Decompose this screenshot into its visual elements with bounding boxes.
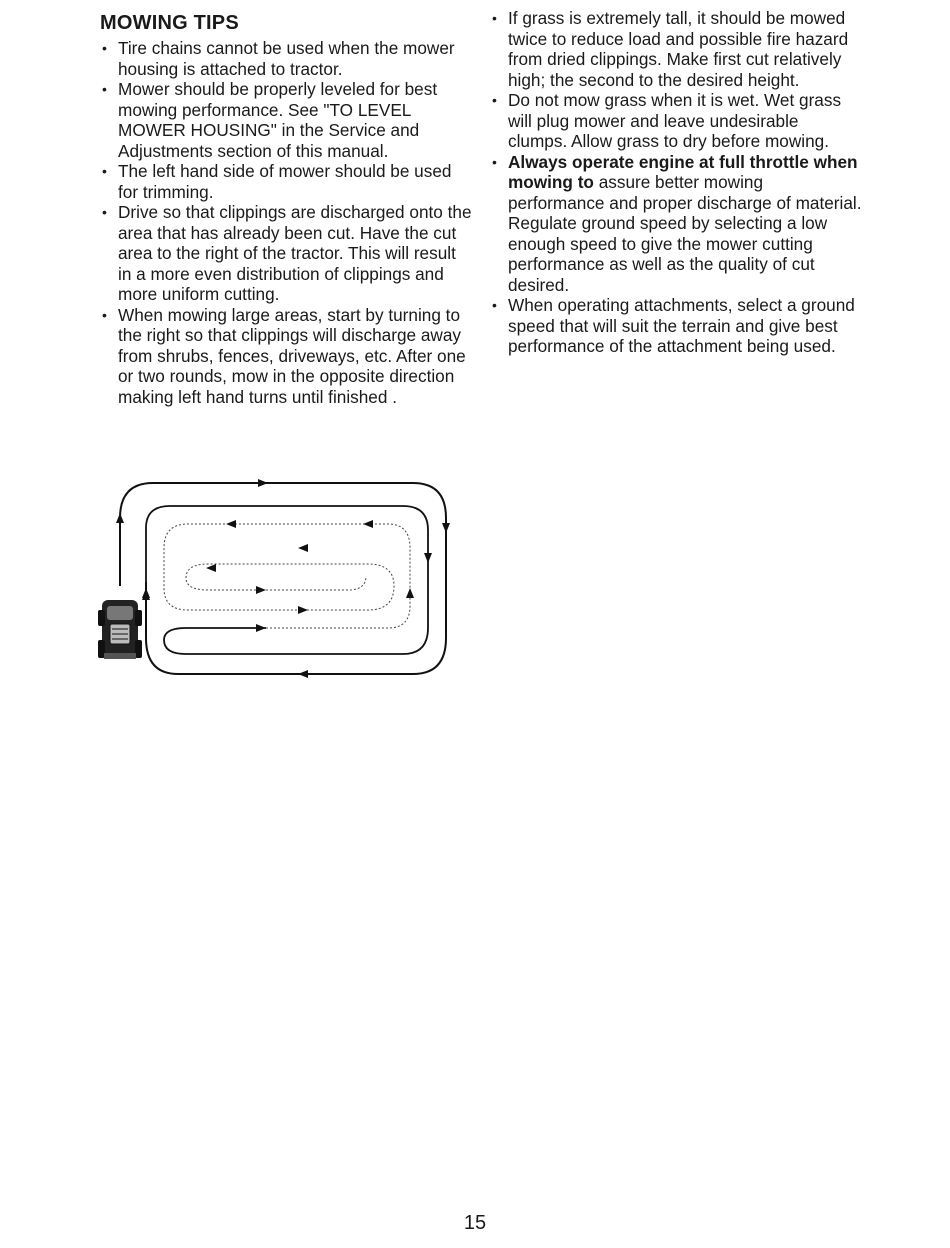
second-path [146, 506, 428, 654]
left-column [100, 8, 472, 407]
bullet-icon: • [492, 297, 497, 313]
left-tips-list [100, 38, 472, 407]
bullet-icon: • [102, 81, 107, 97]
tip-text: The left hand side of mower should be used for trimming. [118, 161, 452, 202]
section-heading: MOWING TIPS [100, 12, 239, 34]
right-column [490, 8, 862, 357]
tip-text: Tire chains cannot be used when the mower housing is attached to tractor. [118, 38, 455, 79]
list-item [100, 305, 472, 408]
page-number: 15 [463, 1212, 487, 1234]
tip-bold-lead: Always operate engine at full throttle when mowing to [508, 151, 858, 192]
bullet-icon: • [102, 40, 107, 56]
list-item [100, 38, 472, 79]
bullet-icon: • [492, 153, 497, 170]
mowing-path-diagram [98, 478, 454, 678]
outer-path [120, 483, 446, 674]
tip-text: Do not mow grass when it is wet. Wet grass will plug mower and leave undesirable clumps. Allow grass to dry before mowing. [508, 90, 842, 151]
list-item [100, 202, 472, 305]
bullet-icon: • [102, 204, 107, 220]
inner-path [164, 524, 410, 628]
list-item [490, 8, 862, 90]
list-item [490, 90, 862, 152]
bullet-icon: • [492, 10, 497, 26]
bullet-icon: • [492, 92, 497, 108]
right-tips-list [490, 8, 862, 357]
inner-arrows [142, 520, 414, 614]
tip-text: When mowing large areas, start by turning to the right so that clippings will discharge away from shrubs, fences, driveways, etc. After one or two rounds, mow in the opposite direction making left hand turns until finished . [118, 304, 466, 407]
tip-text: If grass is extremely tall, it should be mowed twice to reduce load and possible fire hazard from dried clippings. Make first cut relatively high; the second to the desired height. [508, 8, 849, 90]
list-item [100, 79, 472, 161]
bullet-icon: • [102, 306, 107, 323]
tip-text: When operating attachments, select a ground speed that will suit the terrain and give best performance of the attachment being used. [508, 295, 855, 356]
tip-text: assure better mowing performance and proper discharge of material. Regulate ground speed by selecting a low enough speed to give the mower cutting performance as well as the quality of cut desired. [508, 172, 862, 295]
riding-mower-icon [98, 600, 142, 659]
second-arrows [256, 553, 432, 632]
list-item [490, 295, 862, 357]
tip-text: Mower should be properly leveled for best mowing performance. See "TO LEVEL MOWER HOUSING" in the Service and Adjustments section of this manual. [118, 79, 438, 161]
tip-text: Drive so that clippings are discharged onto the area that has already been cut. Have the cut area to the right of the tractor. This will result in a more even distribution of clippings and more uniform cutting. [118, 202, 472, 304]
list-item [490, 152, 862, 296]
list-item [100, 161, 472, 202]
bullet-icon: • [102, 163, 107, 179]
